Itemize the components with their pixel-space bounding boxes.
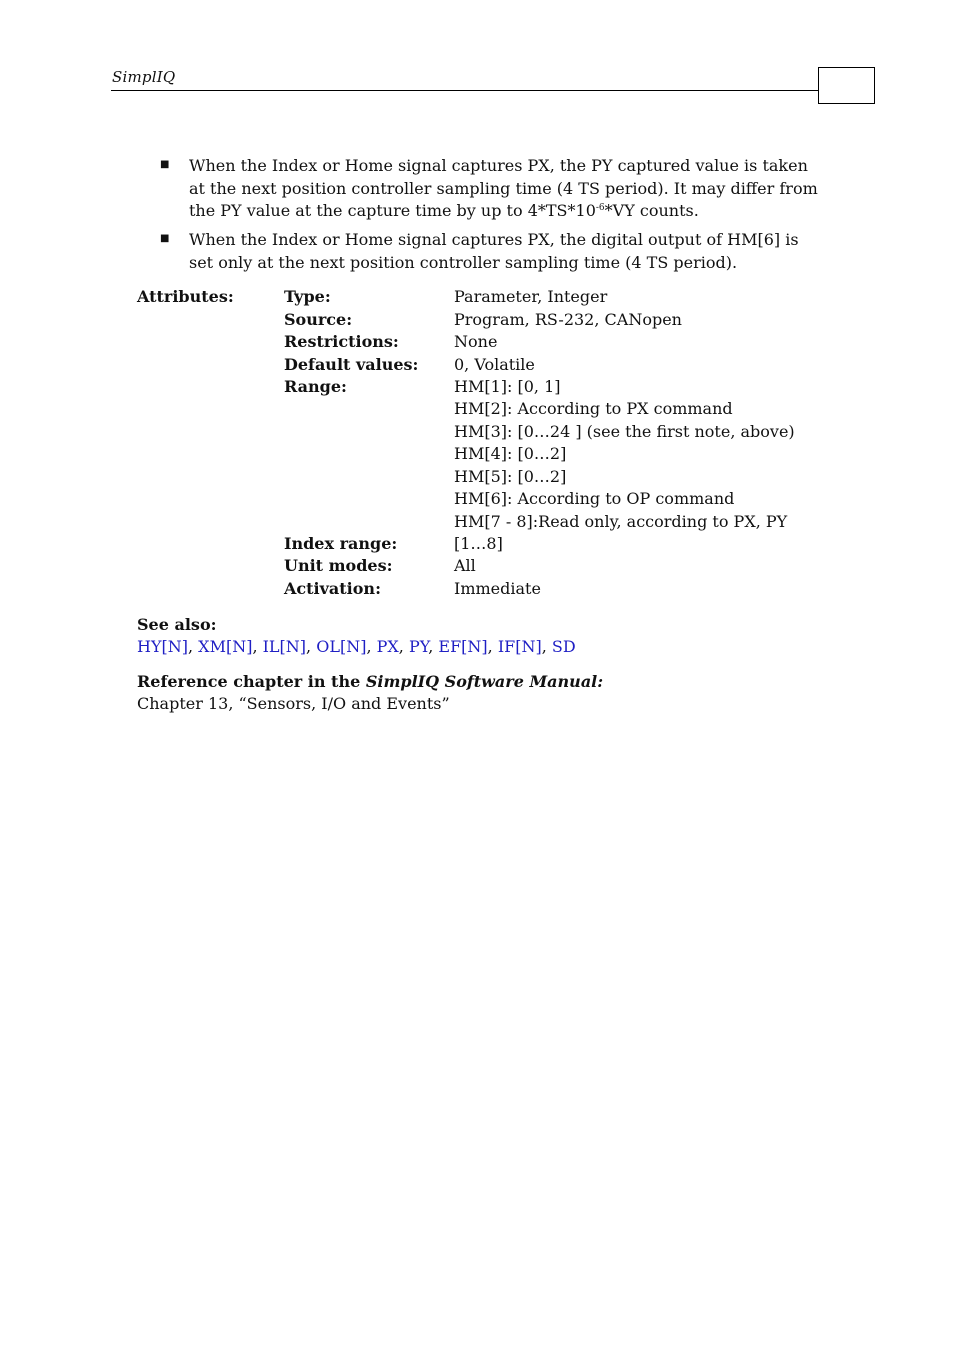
- link-separator: ,: [541, 637, 552, 656]
- link-separator: ,: [252, 637, 263, 656]
- reference-chapter: Chapter 13, “Sensors, I/O and Events”: [137, 694, 450, 713]
- source-value: Program, RS-232, CANopen: [454, 310, 682, 329]
- attributes-label: Attributes:: [137, 287, 234, 306]
- note-1: [189, 155, 819, 223]
- range-value: HM[5]: [0…2]: [454, 467, 567, 486]
- range-value: HM[2]: According to PX command: [454, 399, 733, 418]
- type-label: Type:: [284, 287, 331, 306]
- bullet-icon: ■: [160, 159, 170, 170]
- range-label: Range:: [284, 377, 347, 396]
- unit-modes-label: Unit modes:: [284, 556, 393, 575]
- activation-label: Activation:: [284, 579, 381, 598]
- link-ol[interactable]: OL[N]: [316, 637, 367, 656]
- header-title: SimplIQ: [112, 68, 176, 86]
- link-sd[interactable]: SD: [551, 637, 576, 656]
- restrictions-label: Restrictions:: [284, 332, 399, 351]
- link-ef[interactable]: EF[N]: [438, 637, 488, 656]
- see-also-heading: See also:: [137, 615, 217, 634]
- link-py[interactable]: PY: [408, 637, 429, 656]
- note-1-text: When the Index or Home signal captures PX, the PY captured value is taken at the next position controller sampling time (4 TS period). It may differ from the PY value at the capture time by up to 4*TS*10: [189, 156, 818, 220]
- link-separator: ,: [428, 637, 439, 656]
- page-number-box: [818, 67, 875, 104]
- type-value: Parameter, Integer: [454, 287, 608, 306]
- link-xm[interactable]: XM[N]: [198, 637, 253, 656]
- index-range-label: Index range:: [284, 534, 398, 553]
- range-value: HM[7 - 8]:Read only, according to PX, PY: [454, 512, 788, 531]
- range-value: HM[1]: [0, 1]: [454, 377, 561, 396]
- reference-heading-prefix: Reference chapter in the: [137, 672, 366, 691]
- note-1-text-end: *VY counts.: [604, 201, 699, 220]
- link-separator: ,: [306, 637, 317, 656]
- reference-manual-title: SimplIQ Software Manual:: [365, 672, 604, 691]
- see-also-links: [137, 636, 576, 659]
- link-px[interactable]: PX: [376, 637, 399, 656]
- range-value: HM[4]: [0…2]: [454, 444, 567, 463]
- range-value: HM[3]: [0…24 ] (see the first note, above): [454, 422, 795, 441]
- reference-heading: [137, 671, 603, 694]
- link-separator: ,: [398, 637, 409, 656]
- link-separator: ,: [366, 637, 377, 656]
- bullet-icon: ■: [160, 233, 170, 244]
- link-separator: ,: [188, 637, 199, 656]
- source-label: Source:: [284, 310, 353, 329]
- range-value: HM[6]: According to OP command: [454, 489, 735, 508]
- restrictions-value: None: [454, 332, 498, 351]
- activation-value: Immediate: [454, 579, 541, 598]
- link-separator: ,: [487, 637, 498, 656]
- index-range-value: [1…8]: [454, 534, 503, 553]
- note-1-superscript: -6: [595, 203, 605, 213]
- header-rule: [111, 90, 819, 91]
- link-il[interactable]: IL[N]: [262, 637, 307, 656]
- link-if[interactable]: IF[N]: [497, 637, 542, 656]
- default-values-label: Default values:: [284, 355, 419, 374]
- note-2: When the Index or Home signal captures PX, the digital output of HM[6] is set only at the next position controller sampling time (4 TS period).: [189, 230, 799, 272]
- link-hy[interactable]: HY[N]: [137, 637, 188, 656]
- unit-modes-value: All: [454, 556, 476, 575]
- default-values-value: 0, Volatile: [454, 355, 535, 374]
